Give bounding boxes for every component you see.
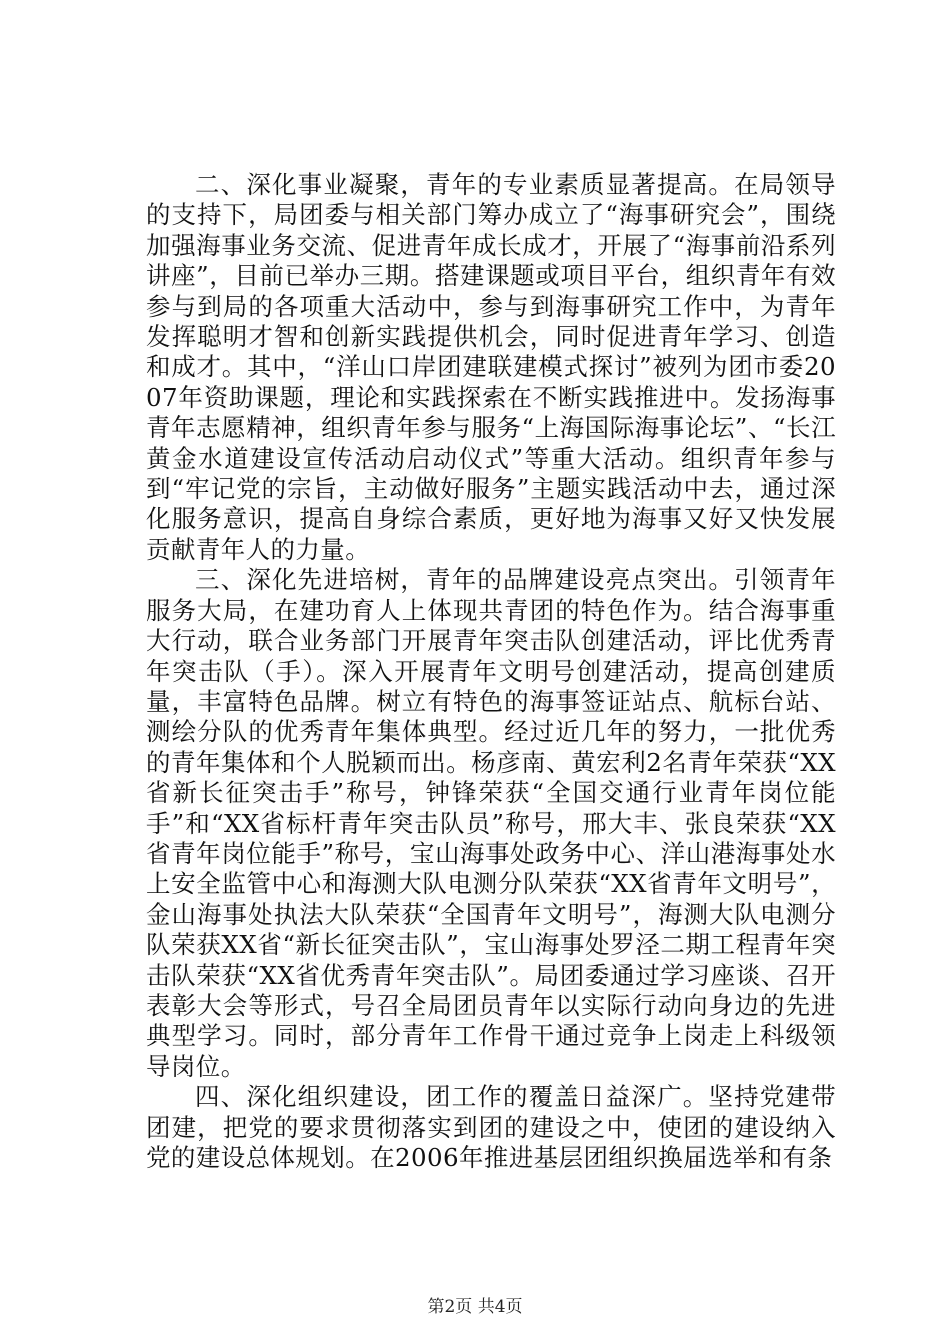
paragraph-section-2: 二、深化事业凝聚，青年的专业素质显著提高。在局领导的支持下，局团委与相关部门筹办成立了“海事研究会”，围绕加强海事业务交流、促进青年成长成才，开展了“海事前沿系列讲座”，目前已举办三期。搭建课题或项目平台，组织青年有效参与到局的各项重大活动中，参与到海事研究工作中，为青年发挥聪明才智和创新实践提供机会，同时促进青年学习、创造和成才。其中，“洋山口岸团建联建模式探讨”被列为团市委2007年资助课题，理论和实践探索在不断实践推进中。发扬海事青年志愿精神，组织青年参与服务“上海国际海事论坛”、“长江黄金水道建设宣传活动启动仪式”等重大活动。组织青年参与到“牢记党的宗旨，主动做好服务”主题实践活动中去，通过深化服务意识，提高自身综合素质，更好地为海事又好又快发展贡献青年人的力量。 [146, 170, 836, 564]
paragraph-section-3: 三、深化先进培树，青年的品牌建设亮点突出。引领青年服务大局，在建功育人上体现共青团的特色作为。结合海事重大行动，联合业务部门开展青年突击队创建活动，评比优秀青年突击队（手）。深入开展青年文明号创建活动，提高创建质量，丰富特色品牌。树立有特色的海事签证站点、航标台站、测绘分队的优秀青年集体典型。经过近几年的努力，一批优秀的青年集体和个人脱颖而出。杨彦南、黄宏利2名青年荣获“XX省新长征突击手”称号，钟锋荣获“全国交通行业青年岗位能手”和“XX省标杆青年突击队员”称号，邢大丰、张良荣获“XX省青年岗位能手”称号，宝山海事处政务中心、洋山港海事处水上安全监管中心和海测大队电测分队荣获“XX省青年文明号”，金山海事处执法大队荣获“全国青年文明号”，海测大队电测分队荣获XX省“新长征突击队”，宝山海事处罗泾二期工程青年突击队荣获“XX省优秀青年突击队”。局团委通过学习座谈、召开表彰大会等形式，号召全局团员青年以实际行动向身边的先进典型学习。同时，部分青年工作骨干通过竞争上岗走上科级领导岗位。 [146, 565, 837, 1081]
page-number-footer: 第2页 共4页 [427, 1297, 523, 1317]
paragraph-section-4: 四、深化组织建设，团工作的覆盖日益深广。坚持党建带团建，把党的要求贯彻落实到团的建设之中，使团的建设纳入党的建设总体规划。在2006年推进基层团组织换届选举和有条 [146, 1082, 836, 1172]
body-text [146, 170, 836, 1173]
